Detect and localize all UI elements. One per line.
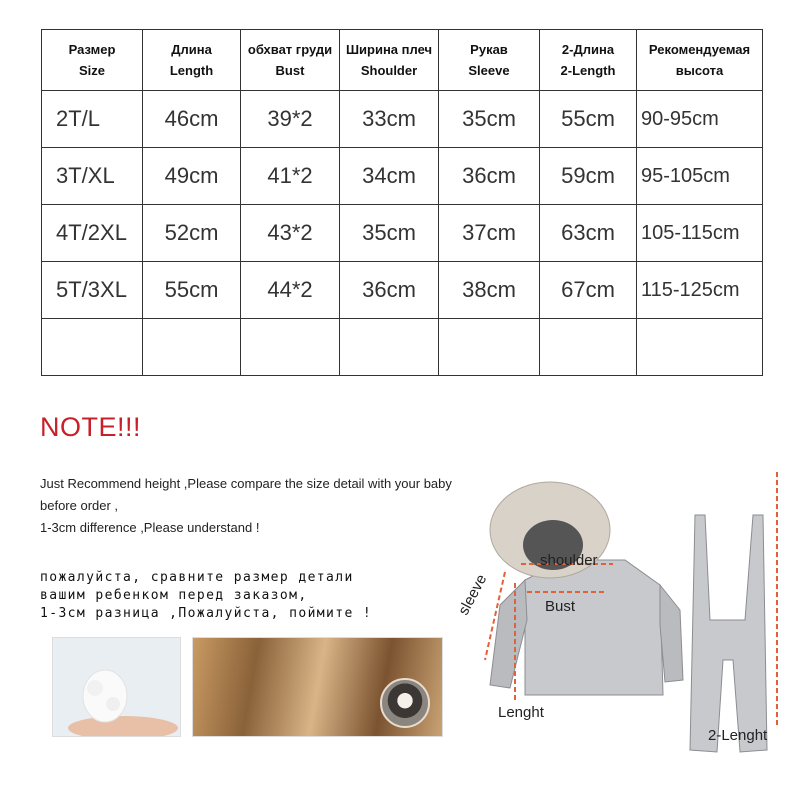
table-cell: 115-125cm	[637, 262, 763, 319]
table-cell: 34cm	[340, 148, 439, 205]
table-cell: 43*2	[241, 205, 340, 262]
jacket-sleeve-left	[490, 580, 527, 688]
raccoon-icon	[380, 678, 430, 728]
header-height-ru: Рекомендуемая	[648, 42, 751, 57]
table-cell-empty	[42, 319, 143, 376]
table-cell: 95-105cm	[637, 148, 763, 205]
table-cell: 49cm	[143, 148, 241, 205]
table-cell: 37cm	[439, 205, 540, 262]
table-cell-empty	[637, 319, 763, 376]
jacket-and-pants-illustration	[455, 460, 800, 800]
header-sleeve-en: Sleeve	[468, 63, 510, 78]
table-cell: 3T/XL	[42, 148, 143, 205]
note-title: NOTE!!!	[40, 412, 142, 442]
table-cell: 35cm	[340, 205, 439, 262]
pants-shape	[690, 515, 767, 752]
table-cell: 105-115cm	[637, 205, 763, 262]
header-shoulder-ru: Ширина плеч	[345, 42, 433, 57]
header-sleeve	[439, 30, 540, 91]
table-cell-empty	[143, 319, 241, 376]
table-cell: 90-95cm	[637, 91, 763, 148]
down-hand-icon	[53, 638, 180, 736]
header-2-length-en: 2-Length	[560, 63, 616, 78]
header-recommended-height	[637, 30, 763, 91]
table-header-row	[42, 30, 763, 91]
note-english-line: Just Recommend height ,Please compare the size detail with your baby	[40, 476, 452, 491]
table-cell: 63cm	[540, 205, 637, 262]
header-length-ru: Длина	[171, 42, 212, 57]
table-row-empty	[42, 319, 763, 376]
note-russian-line: вашим ребенком перед заказом,	[40, 588, 308, 603]
header-2-length	[540, 30, 637, 91]
table-cell: 52cm	[143, 205, 241, 262]
table-cell: 2T/L	[42, 91, 143, 148]
table-cell: 59cm	[540, 148, 637, 205]
table-cell-empty	[241, 319, 340, 376]
header-2-length-ru: 2-Длина	[561, 42, 615, 57]
garment-size-diagram	[455, 460, 800, 800]
table-cell: 36cm	[340, 262, 439, 319]
header-height-en: высота	[675, 63, 724, 78]
table-cell: 33cm	[340, 91, 439, 148]
header-size	[42, 30, 143, 91]
bust-label: Bust	[545, 598, 576, 615]
jacket-sleeve-right	[660, 585, 683, 682]
table-cell-empty	[540, 319, 637, 376]
2-length-label: 2-Lenght	[708, 727, 768, 744]
jacket-shape	[525, 560, 663, 695]
header-bust-ru: обхват груди	[247, 42, 333, 57]
note-russian-line: 1-3см разница ,Пожалуйста, поймите !	[40, 606, 373, 621]
shoulder-label: shoulder	[540, 552, 598, 569]
table-cell: 44*2	[241, 262, 340, 319]
table-row	[42, 148, 763, 205]
table-cell: 4T/2XL	[42, 205, 143, 262]
table-cell: 41*2	[241, 148, 340, 205]
note-english-line: 1-3cm difference ,Please understand !	[40, 520, 260, 535]
table-cell: 67cm	[540, 262, 637, 319]
note-russian-line: пожалуйста, сравните размер детали	[40, 570, 354, 585]
table-cell: 46cm	[143, 91, 241, 148]
table-row	[42, 91, 763, 148]
table-cell: 55cm	[143, 262, 241, 319]
note-english-line: before order ,	[40, 498, 119, 513]
table-cell-empty	[439, 319, 540, 376]
table-cell-empty	[340, 319, 439, 376]
table-cell: 36cm	[439, 148, 540, 205]
header-shoulder-en: Shoulder	[360, 63, 418, 78]
table-cell: 38cm	[439, 262, 540, 319]
sleeve-label: sleeve	[455, 571, 491, 618]
down-filling-photo	[52, 637, 181, 737]
table-row	[42, 205, 763, 262]
length-label: Lenght	[498, 704, 544, 721]
raccoon-fur-photo	[192, 637, 443, 737]
header-shoulder	[340, 30, 439, 91]
header-size-en: Size	[78, 63, 105, 78]
size-table	[41, 29, 763, 376]
table-row	[42, 262, 763, 319]
header-size-ru: Размер	[68, 42, 116, 57]
header-bust	[241, 30, 340, 91]
header-sleeve-ru: Рукав	[470, 42, 508, 57]
table-cell: 5T/3XL	[42, 262, 143, 319]
header-bust-en: Bust	[275, 63, 305, 78]
header-length	[143, 30, 241, 91]
table-cell: 39*2	[241, 91, 340, 148]
table-cell: 55cm	[540, 91, 637, 148]
header-length-en: Length	[169, 63, 214, 78]
table-cell: 35cm	[439, 91, 540, 148]
